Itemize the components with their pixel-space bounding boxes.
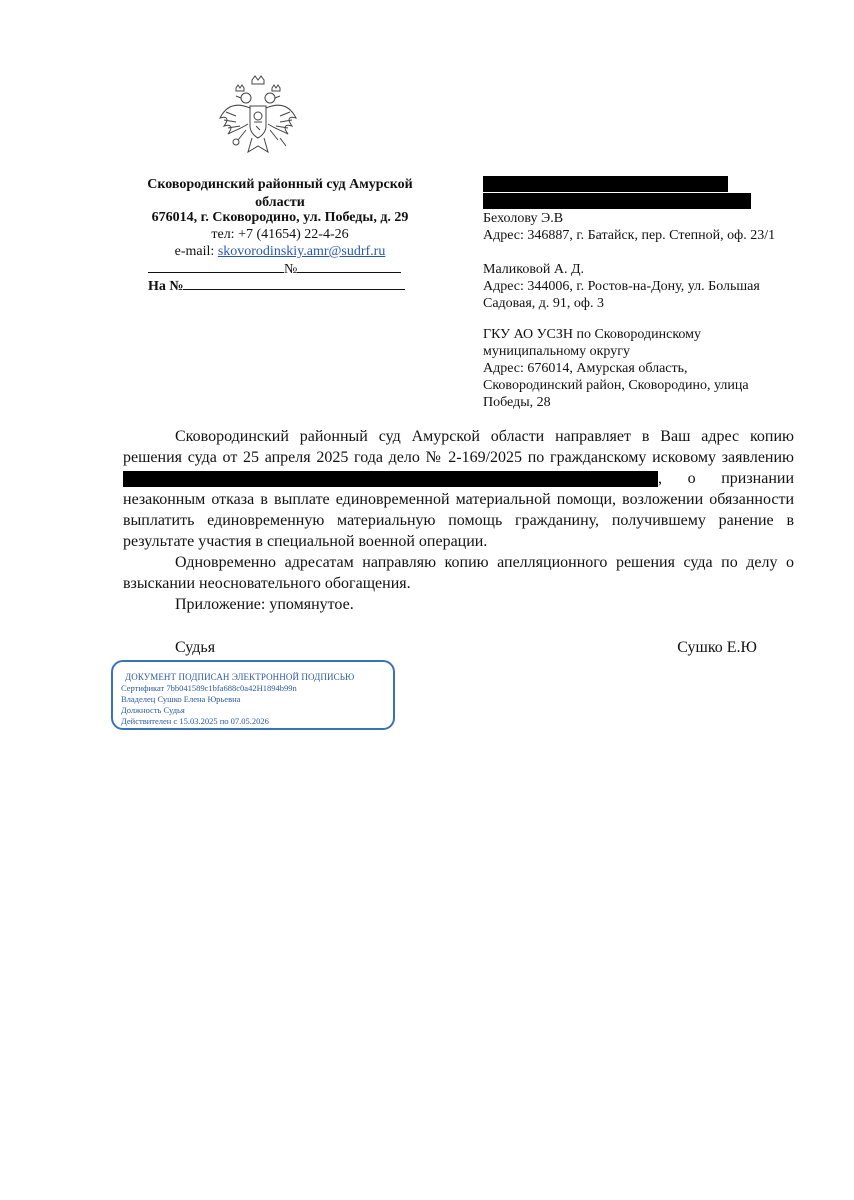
electronic-signature-stamp (111, 660, 395, 730)
e-signature-heading: ДОКУМЕНТ ПОДПИСАН ЭЛЕКТРОННОЙ ПОДПИСЬЮ (125, 672, 355, 682)
letter-body (123, 426, 794, 615)
court-name (120, 176, 440, 212)
recipient-address-line: Победы, 28 (483, 395, 551, 410)
letter-paragraph (123, 426, 794, 552)
redaction-bar (123, 471, 658, 487)
outgoing-number-blank (297, 258, 401, 273)
recipient-address-line: Сковородинский район, Сковородино, улица (483, 378, 749, 393)
recipient-block (483, 326, 783, 411)
recipient-block (483, 261, 783, 312)
reference-label: На № (148, 279, 184, 294)
e-signature-position: Должность Судья (121, 705, 185, 715)
judge-name: Сушко Е.Ю (677, 639, 757, 656)
letter-paragraph-1-end: , о признании незаконным отказа в выплате единовременной материальной помощи, возложении обязанности выплатить единовременную материальную помощь гражданину, получившему ранение в результате участия в специальной военной операции. (123, 470, 794, 550)
outgoing-date-blank (148, 258, 284, 273)
reference-number-line (148, 275, 406, 296)
recipient-block (483, 210, 783, 244)
court-name-line-2: области (255, 195, 305, 210)
recipient-name: Маликовой А. Д. (483, 262, 585, 277)
recipient-name: ГКУ АО УСЗН по Сковородинскому (483, 327, 701, 342)
coat-of-arms-icon (216, 72, 300, 162)
reference-number-blank (183, 275, 405, 290)
e-signature-owner: Владелец Сушко Елена Юрьевна (121, 694, 241, 704)
letter-paragraph-1-start: Сковородинский районный суд Амурской области направляет в Ваш адрес копию решения суда от 25 апреля 2025 года дело № 2-169/2025 по гражданскому исковому заявлению (123, 428, 794, 466)
outgoing-number-sign: № (284, 262, 298, 277)
redaction-bar (483, 193, 751, 209)
letter-paragraph: Одновременно адресатам направляю копию апелляционного решения суда по делу о взыскании неосновательного обогащения. (123, 554, 794, 592)
court-email-link[interactable]: skovorodinskiy.amr@sudrf.ru (217, 244, 386, 259)
court-address: 676014, г. Сковородино, ул. Победы, д. 29 (151, 210, 409, 225)
recipient-name: Бехолову Э.В (483, 211, 564, 226)
letter-paragraph: Приложение: упомянутое. (175, 596, 354, 613)
court-phone: тел: +7 (41654) 22-4-26 (211, 227, 349, 242)
recipient-address-line: Адрес: 676014, Амурская область, (483, 361, 688, 376)
recipient-address-line: Адрес: 346887, г. Батайск, пер. Степной, оф. 23/1 (483, 228, 776, 243)
recipient-address-line: Садовая, д. 91, оф. 3 (483, 296, 604, 311)
recipient-address-line: Адрес: 344006, г. Ростов-на-Дону, ул. Большая (483, 279, 760, 294)
judge-title: Судья (175, 639, 216, 656)
court-email-label: e-mail: (174, 244, 218, 259)
redaction-bar (483, 176, 728, 192)
e-signature-validity: Действителен с 15.03.2025 по 07.05.2026 (121, 716, 269, 726)
recipient-address-line: муниципальному округу (483, 344, 630, 359)
court-name-line-1: Сковородинский районный суд Амурской (147, 177, 413, 192)
e-signature-certificate: Сертификат 7bb041589c1bfa688c0a42H1894b99n (121, 683, 297, 693)
